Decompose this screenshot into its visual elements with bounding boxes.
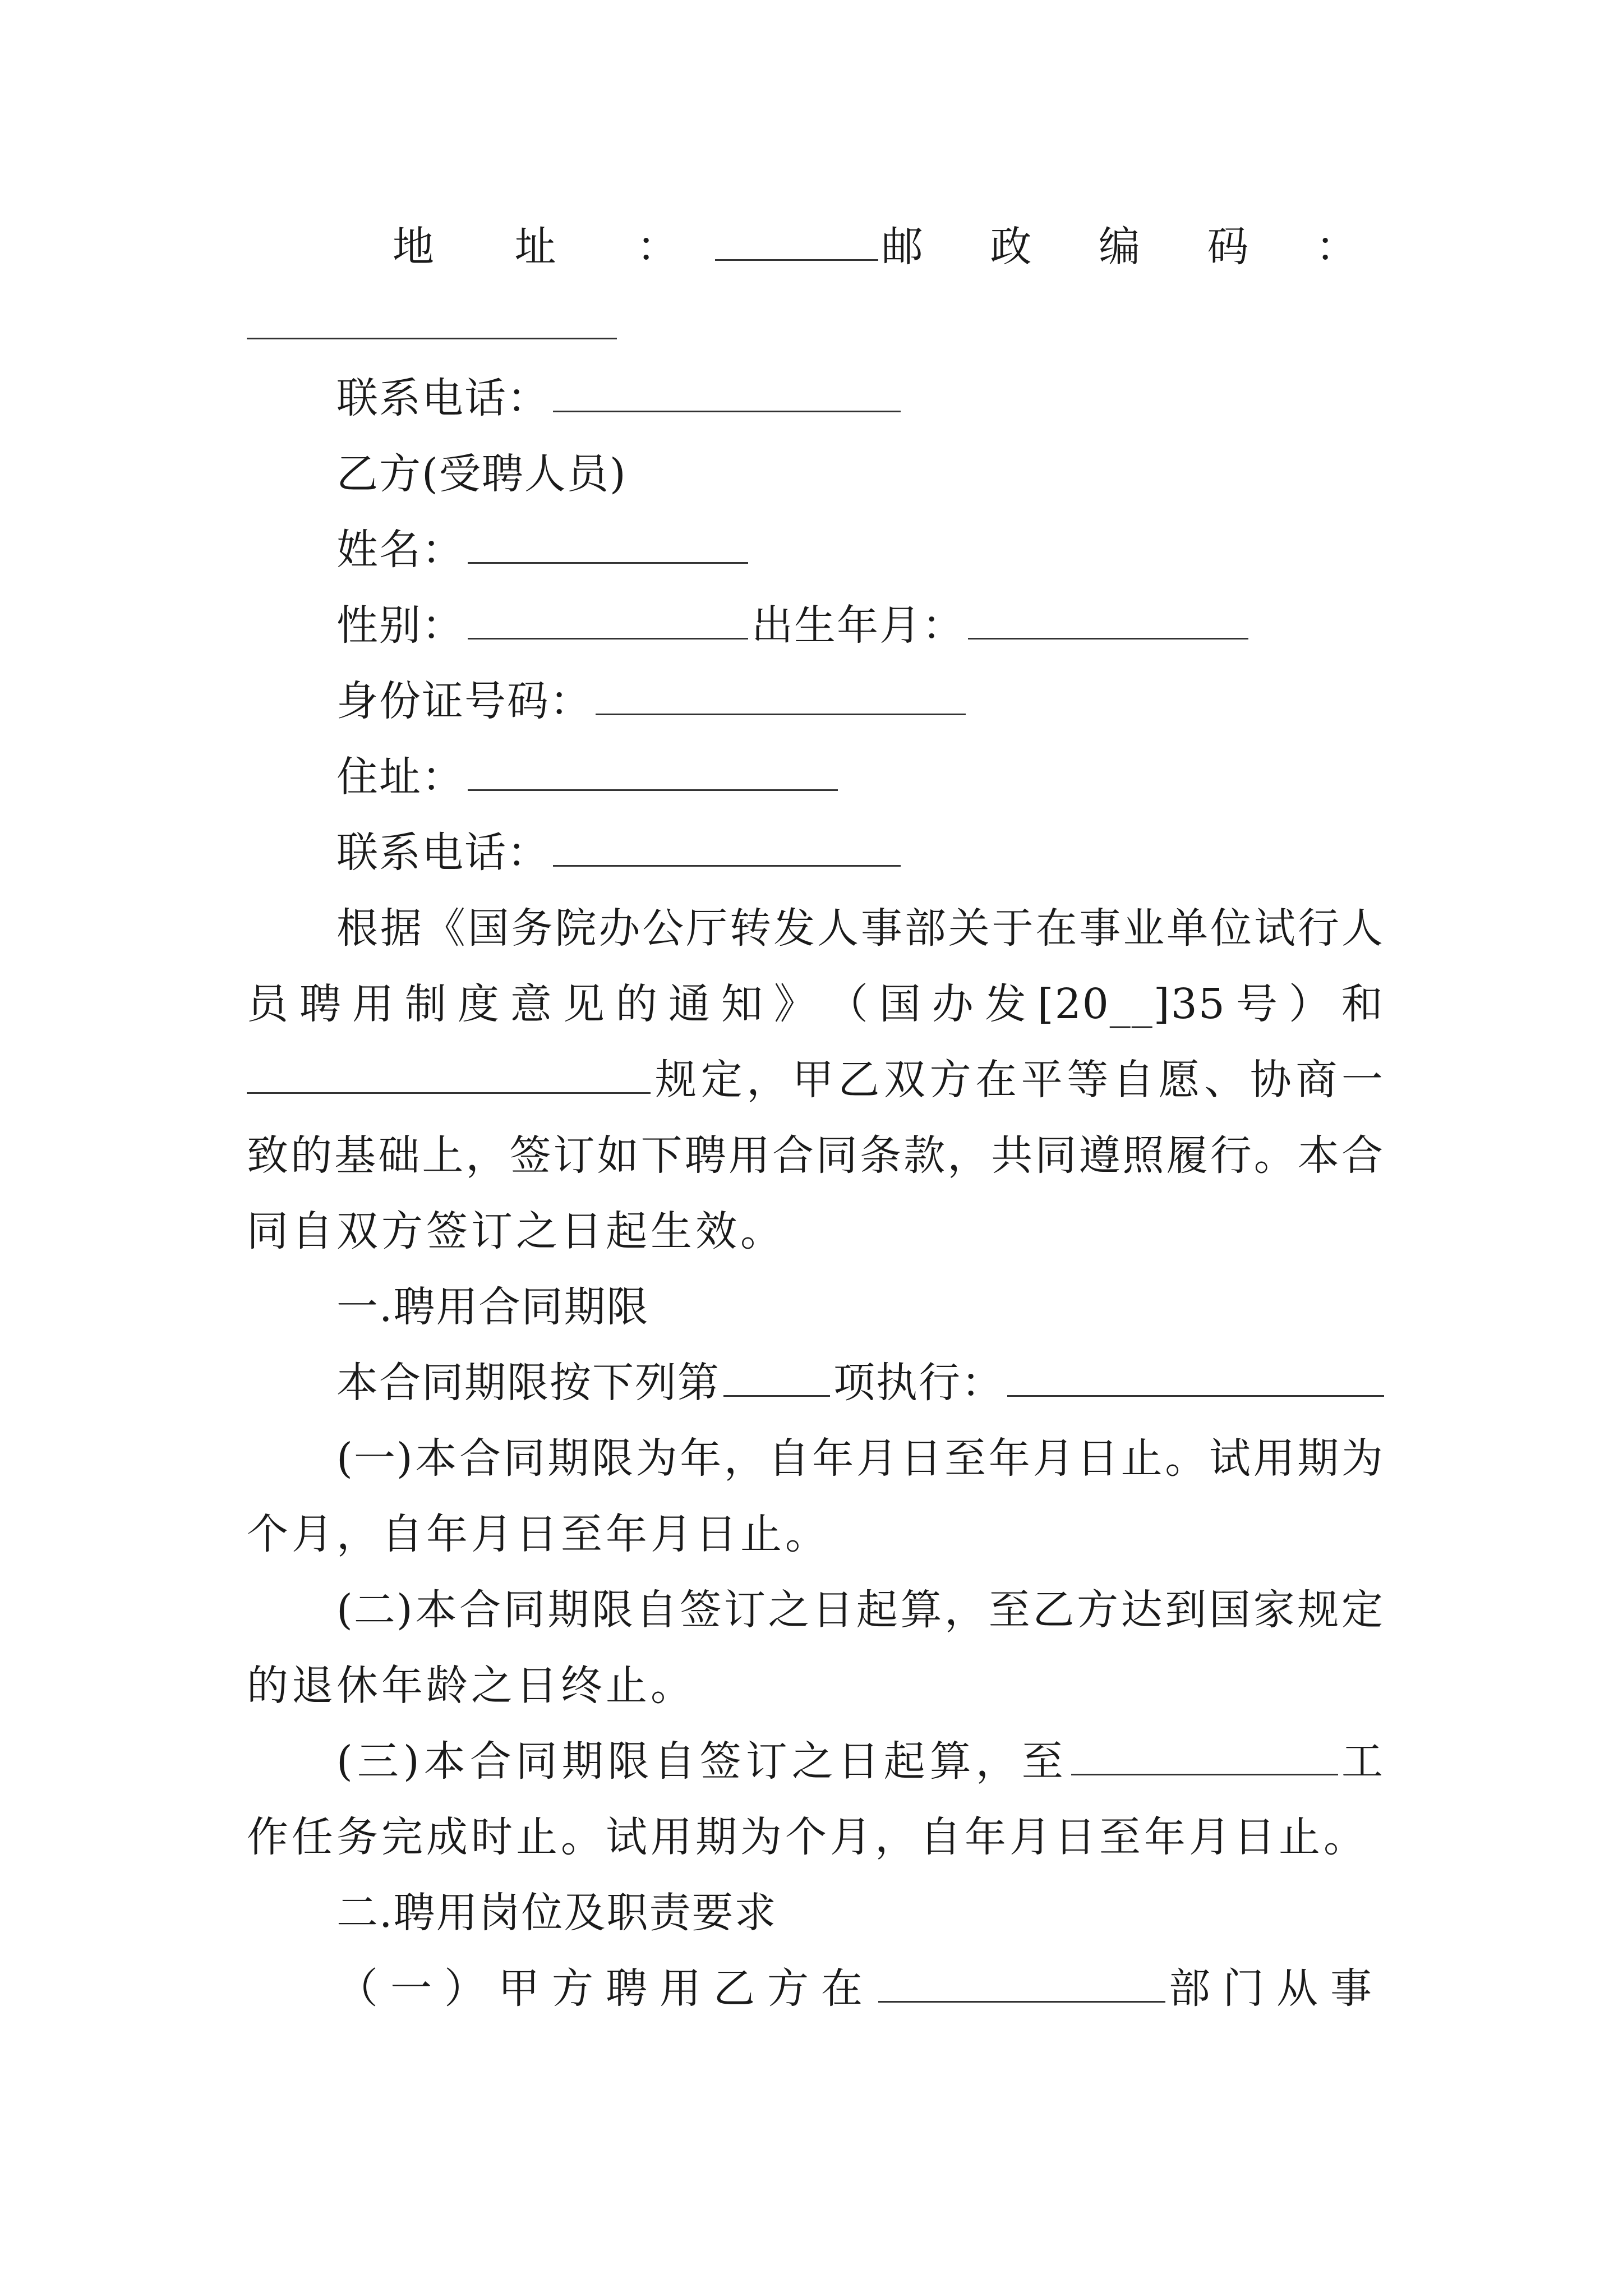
char: 遵 [1078,1131,1122,1180]
para1-line2 [247,970,1384,1038]
char: 期 [1297,1434,1340,1483]
char: 合 [772,1131,815,1180]
char: 家 [1253,1586,1296,1634]
char: 础 [378,1131,421,1180]
char: 发 [984,980,1027,1028]
char: 本 [415,1434,458,1483]
para1-line5: 同自双方签订之日起生效。 [247,1207,785,1255]
char: 达 [1121,1586,1164,1634]
term-number-blank [723,1356,830,1397]
name-label: 姓名： [336,526,464,574]
phone-a-row [336,365,1384,432]
address-label: 地 址 ： [393,223,712,271]
char: 日 [1077,1434,1119,1483]
char: 厅 [686,904,729,953]
para1-line3 [247,1046,1384,1114]
char: 限 [591,1586,634,1634]
char: 为 [635,1434,679,1483]
char: 起 [856,1586,899,1634]
char: 双 [883,1056,926,1104]
char: 见 [562,980,606,1028]
char: 、 [1204,1056,1247,1104]
char: ， [465,1131,509,1180]
residence-blank [468,750,838,791]
id-blank [596,674,966,715]
char: 月 [1032,1434,1076,1483]
char: 院 [555,904,598,953]
char: 《 [423,904,467,953]
char: 在 [975,1056,1018,1104]
char: 。 [1165,1434,1208,1483]
char: 关 [948,904,991,953]
char: 聘 [299,980,342,1028]
post-text: （一）甲方聘用乙方在 [336,1964,875,2013]
opt1-line1 [336,1425,1384,1492]
char: 到 [1165,1586,1208,1634]
id-label: 身份证号码： [336,677,592,725]
term-prefix: 本合同期限按下列第 [336,1359,720,1407]
char: 人 [1341,904,1384,953]
char: 条 [860,1131,903,1180]
char: 为 [1341,1434,1384,1483]
section1-title: 一.聘用合同期限 [336,1283,649,1331]
postcode-blank [247,298,617,339]
char: 定 [1341,1586,1384,1634]
char: 事 [1079,904,1122,953]
char: 根 [336,904,379,953]
term-select-row [336,1349,1384,1416]
char: 等 [1067,1056,1110,1104]
char: 履 [1166,1131,1209,1180]
char: 愿 [1158,1056,1201,1104]
term-blank [1007,1356,1384,1397]
char: 甲 [792,1056,835,1104]
post-tail: 部门从事 [1169,1964,1384,2013]
char: 国 [1209,1586,1252,1634]
address-row [393,213,1384,280]
char: 年 [988,1434,1031,1483]
birth-label: 出生年月： [751,601,965,650]
char: 本 [1297,1131,1340,1180]
char: 人 [817,904,860,953]
char: 业 [1123,904,1166,953]
char: 合 [459,1586,502,1634]
char: 通 [668,980,711,1028]
char: 共 [991,1131,1034,1180]
char: 自 [635,1586,679,1634]
para1-line1 [336,895,1384,962]
para1-line3-text [655,1046,1384,1114]
char: 。 [1253,1131,1297,1180]
address-blank [715,220,878,261]
char: 同 [816,1131,859,1180]
char: 方 [929,1056,972,1104]
para1-line4 [247,1122,1384,1189]
char: (一) [336,1434,414,1483]
char: 算 [900,1586,943,1634]
party-b-heading: 乙方(受聘人员) [336,450,627,498]
opt3-line1 [336,1728,1384,1795]
char: 同 [1035,1131,1078,1180]
char: 签 [680,1586,723,1634]
char: 号 [1235,980,1279,1028]
char: 限 [591,1434,634,1483]
char: ， [723,1434,767,1483]
gender-label: 性别： [336,601,464,650]
char: 试 [1254,904,1297,953]
char: 聘 [684,1131,727,1180]
phone-a-label: 联系电话： [336,374,550,422]
char: 在 [1035,904,1078,953]
char: ， [746,1056,790,1104]
char: 用 [728,1131,771,1180]
char: 单 [1166,904,1210,953]
char: 意 [510,980,553,1028]
char: 规 [655,1056,698,1104]
phone-a-blank [553,371,901,412]
char: 年 [812,1434,855,1483]
char: 日 [812,1586,855,1634]
char: 度 [457,980,500,1028]
char: 位 [1210,904,1253,953]
department-blank [878,1962,1165,2003]
char: 知 [721,980,764,1028]
char: 的 [615,980,658,1028]
id-row [336,668,1384,735]
char: 办 [932,980,975,1028]
char: 用 [352,980,395,1028]
char: 部 [904,904,947,953]
char: 制 [404,980,448,1028]
char: ， [947,1131,990,1180]
postcode-line [247,292,1384,359]
char: 基 [334,1131,377,1180]
char: 发 [773,904,817,953]
opt1-line2: 个月，自年月日至年月日止。 [247,1510,830,1558]
char: 》 [773,980,817,1028]
char: 合 [459,1434,502,1483]
char: 之 [768,1586,811,1634]
char: 至 [944,1434,988,1483]
char: 乙 [1032,1586,1076,1634]
char: 试 [1209,1434,1252,1483]
char: 同 [503,1434,546,1483]
opt2-line1 [336,1576,1384,1644]
char: 签 [509,1131,552,1180]
char: 期 [547,1434,591,1483]
phone-b-label: 联系电话： [336,829,550,877]
char: ， [944,1586,988,1634]
char: （ [826,980,869,1028]
phone-b-row [336,819,1384,886]
char: 转 [730,904,773,953]
char: 务 [511,904,554,953]
residence-row [336,743,1384,811]
opt3-text: (三)本合同期限自签订之日起算，至 [336,1737,1068,1786]
name-row [336,516,1384,583]
char: 如 [597,1131,640,1180]
char: 于 [992,904,1035,953]
task-blank [1071,1734,1338,1775]
char: 员 [247,980,289,1028]
char: 月 [856,1434,899,1483]
name-blank [468,523,748,564]
opt2-line2: 的退休年龄之日终止。 [247,1662,695,1710]
term-suffix: 项执行： [833,1359,1004,1407]
post-row [336,1955,1384,2022]
gender-blank [468,599,748,639]
char: 款 [903,1131,947,1180]
char: 期 [547,1586,591,1634]
char: 平 [1021,1056,1064,1104]
birth-blank [968,599,1248,639]
char: 照 [1122,1131,1165,1180]
char: 下 [640,1131,684,1180]
char: 国 [467,904,510,953]
char: 行 [1210,1131,1253,1180]
char: 本 [415,1586,458,1634]
char: 一 [1341,1056,1384,1104]
char: 止 [1121,1434,1164,1483]
section2-title: 二.聘用岗位及职责要求 [336,1889,777,1937]
char: 公 [642,904,685,953]
char: 定 [700,1056,744,1104]
char: 商 [1295,1056,1339,1104]
postcode-label: 邮 政 编 码 ： [881,223,1384,271]
char: 的 [291,1131,334,1180]
char: 日 [900,1434,943,1483]
char: 订 [553,1131,596,1180]
char: 规 [1297,1586,1340,1634]
char: 乙 [838,1056,881,1104]
char: 用 [1253,1434,1296,1483]
regulation-blank [247,1053,651,1094]
char: 致 [247,1131,289,1180]
char: 方 [1077,1586,1119,1634]
char: 自 [1112,1056,1155,1104]
char: 据 [380,904,423,953]
char: 行 [1297,904,1340,953]
char: [20__]35 [1037,980,1226,1028]
char: (二) [336,1586,414,1634]
opt3-line2: 作任务完成时止。试用期为个月，自年月日至年月日止。 [247,1813,1368,1861]
char: ） [1288,980,1331,1028]
opt3-tail: 工 [1341,1737,1384,1786]
char: 上 [422,1131,465,1180]
char: 同 [503,1586,546,1634]
char: 事 [860,904,903,953]
char: 至 [988,1586,1031,1634]
char: 订 [723,1586,767,1634]
char: 办 [598,904,642,953]
gender-birth-row [336,592,1384,659]
phone-b-blank [553,826,901,867]
char: 年 [680,1434,723,1483]
char: 和 [1341,980,1384,1028]
char: 国 [879,980,922,1028]
char: 自 [768,1434,811,1483]
residence-label: 住址： [336,753,464,801]
char: 合 [1341,1131,1384,1180]
char: 协 [1249,1056,1293,1104]
